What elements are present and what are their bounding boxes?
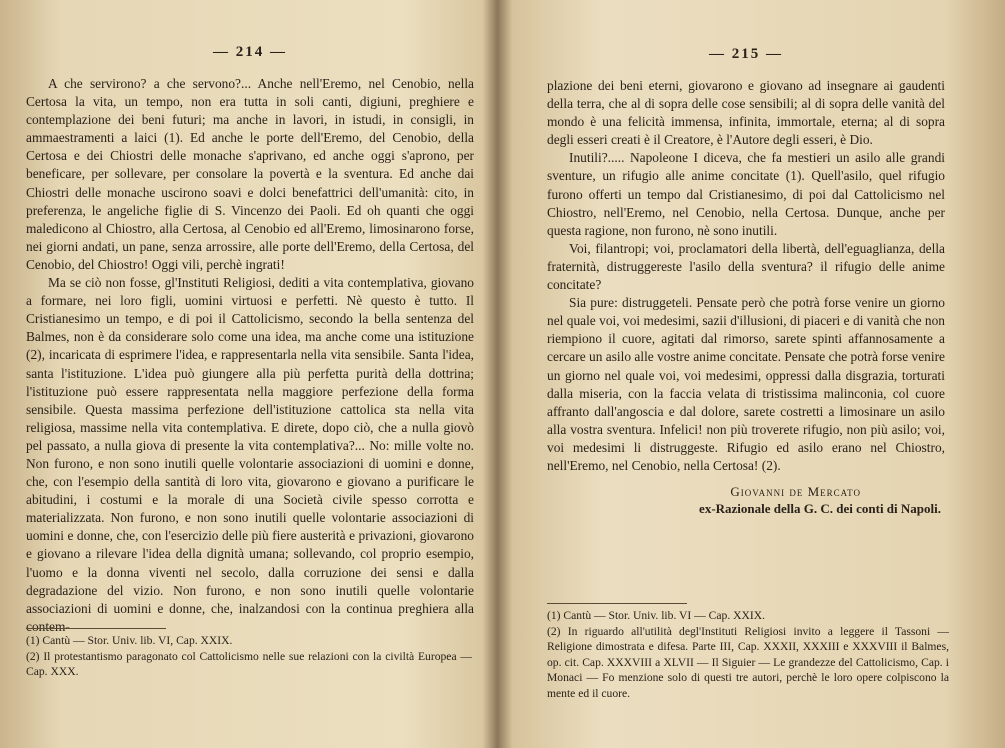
footnote-rule [26, 628, 166, 629]
page-number: — 215 — [709, 46, 783, 62]
paragraph: Inutili?..... Napoleone I diceva, che fa mestieri un asilo alle grandi sventure, un rifugio alle anime concitate (1). Quell'asilo, quel rifugio furono offerti un tempo dal Cristianesimo, di poi dal Cattolicismo nel Chiostro, nell'Eremo, nel Cenobio, nella Certosa. Dunque, anche per questa ragione, non furono, nè sono inutili. [547, 150, 945, 238]
signature [547, 483, 945, 517]
footnote: (1) Cantù — Stor. Univ. lib. VI, Cap. XXIX. [26, 634, 233, 647]
paragraph: Sia pure: distruggeteli. Pensate però che potrà forse venire un giorno nel quale voi, voi medesimi, sazii d'illusioni, di piaceri e di vanità che non riempiono il cuore, agitati dal rimorso, sarete spinti affannosamente a cercare un asilo alle vostre anime concitate. Pensate che potrà forse venire un giorno nel quale voi, voi medesimi, oppressi dalla disgrazia, torturati dalla miseria, con la faccia velata di tristissima malinconia, col cuore affranto dall'angoscia e dal dolore, sarete costretti a limosinare un asilo alla vostra sventura. Infelici! non più troverete rifugio, non più asilo; voi, voi medesimi li distruggeste. Rifugio ed asilo erano nel Chiostro, nell'Eremo, nel Cenobio, nella Certosa! (2). [547, 295, 945, 473]
body-text [26, 75, 474, 636]
footnotes [26, 628, 472, 680]
paragraph: A che servirono? a che servono?... Anche nell'Eremo, nel Cenobio, nella Certosa la vita, un tempo, non era tutta in soli canti, digiuni, preghiere e contemplazione dei beni futuri; ma anche in lavori, in istudi, in consigli, in ammaestramenti a laici (1). Ed anche le porte dell'Eremo, del Cenobio, della Certosa e dei Chiostri delle monache s'aprivano, ed anche oggi s'aprono, per beneficare, per sollevare, per consolare la povertà e la sventura. Ed anche dai Chiostri delle monache uscirono soavi e dolci benefattrici dell'umanità: cito, in preferenza, le angeliche figlie di S. Vincenzo dei Paoli. Ed oh quanti che oggi maledicono al Chiostro, alla Certosa, al Cenobio ed all'Eremo, limosinarono forse, nei giorni andati, un pane, senza arrossire, alle porte dell'Eremo, della Certosa, del Cenobio, del Chiostro! Oggi vili, perchè ingrati! [26, 76, 474, 272]
left-page [0, 0, 490, 748]
footnote: (2) In riguardo all'utilità degl'Instituti Religiosi invito a leggere il Tassoni — Religione dimostrata e difesa. Parte III, Cap. XXXII, XXXIII e XXXVIII il Balmes, op. cit. Cap. XXXVIII a XLVII — Il Siguier — Le grandezze del Cattolicismo, Cap. i Monaci — Fo menzione solo di questi tre autori, perchè le loro opere colpiscono la mente ed il cuore. [547, 624, 949, 700]
paragraph: Voi, filantropi; voi, proclamatori della libertà, dell'eguaglianza, della fraternità, distruggereste l'asilo della sventura? il rifugio delle anime concitate? [547, 240, 945, 293]
page-number: — 214 — [213, 44, 287, 60]
footnote: (2) Il protestantismo paragonato col Cattolicismo nelle sue relazioni con la civiltà Europea — Cap. XXX. [26, 649, 472, 678]
footnote-rule [547, 603, 687, 604]
footnotes [547, 603, 949, 701]
right-page [513, 0, 1005, 748]
body-text [547, 77, 945, 475]
author-title: ex-Razionale della G. C. dei conti di Napoli. [699, 501, 941, 517]
paragraph: plazione dei beni eterni, giovarono e giovano ad insegnare ai gaudenti della terra, che al di sopra delle cose sensibili; al di sopra delle vanità del mondo è una felicità immensa, infinita, immortale, eterna; al di sopra degli esseri creati è il Creatore, è l'Autore degli esseri, è Dio. [547, 78, 945, 148]
footnote: (1) Cantù — Stor. Univ. lib. VI — Cap. XXIX. [547, 609, 766, 622]
paragraph: Ma se ciò non fosse, gl'Instituti Religiosi, dediti a vita contemplativa, giovano a formare, nei loro figli, uomini virtuosi e perfetti. Nè questo è tutto. Il Cristianesimo un tempo, e di poi il Cattolicismo, secondo la bella sentenza del Balmes, non è da considerare solo come una idea, ma anche come una istituzione (2), incaricata di esprimere l'idea, e rappresentarla nella vita sensibile. Santa l'idea, santa l'istituzione. L'idea può giungere alla più perfetta purità della dottrina; l'istituzione può essere rappresentata nella maggiore perfezione della forma sensibile. Questa massima perfezione dell'istituzione cattolica sta nella vita religiosa, massime nella vita contemplativa. E direte, dopo ciò, che a nulla giovò pel passato, a nulla giova di presente la vita contemplativa?... No: mille volte no. Non furono, e non sono inutili quelle volontarie associazioni di uomini e donne, che, con l'esempio della santità di loro vita, giovarono e giovano a purificare le abitudini, i costumi e la morale di una Società civile spesso corrotta e materializzata. Non furono, e non sono inutili quelle volontarie associazioni di uomini e donne, che, con l'esercizio delle più fiere austerità e privazioni, giovarono e giovano a rilevare l'idea della dignità umana; sollevando, col proprio esempio, l'uomo e la donna viventi nel secolo, dalla corruzione dei sensi e dalla degradazione del vizio. Non furono, e non sono inutili quelle volontarie associazioni di uomini e donne, che, inalzandosi con la continua preghiera alla contem- [26, 275, 474, 634]
author-name: Giovanni de Mercato [730, 484, 861, 500]
